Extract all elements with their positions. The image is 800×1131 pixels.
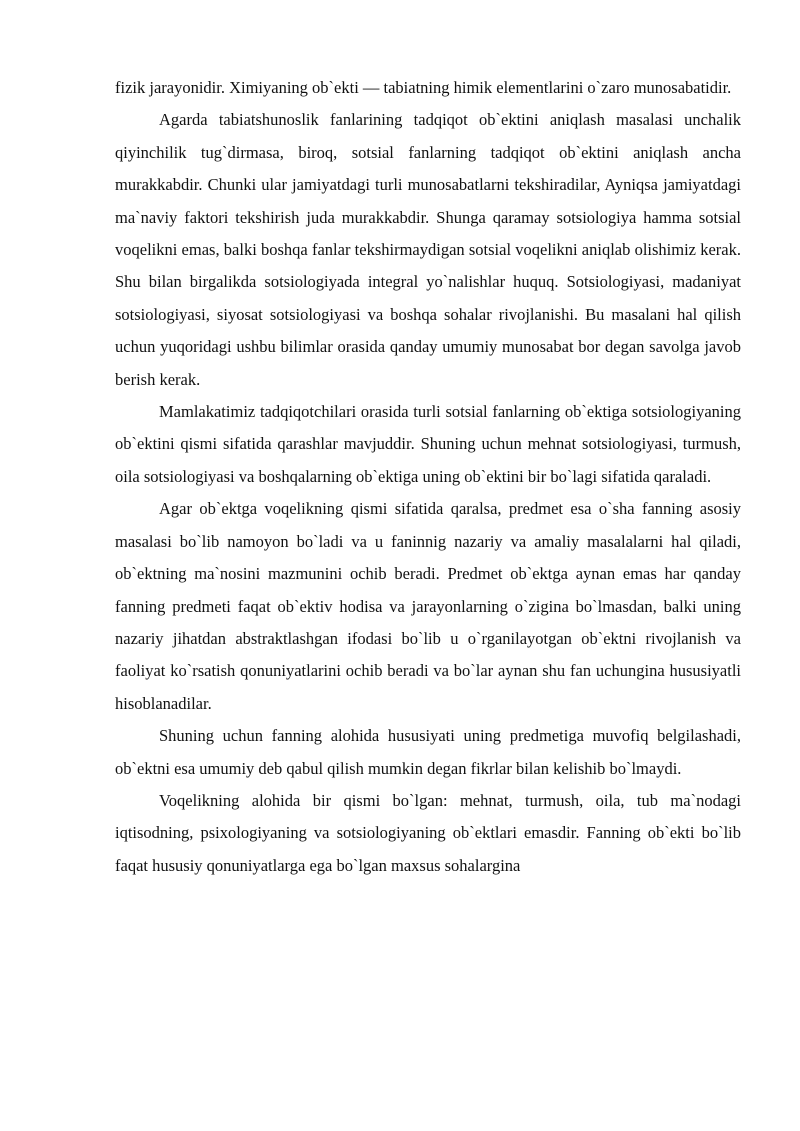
paragraph-3: Mamlakatimiz tadqiqotchilari orasida turli sotsial fanlarning ob`ektiga sotsiologiyaning ob`ektini qismi sifatida qarashlar mavjuddir. Shuning uchun mehnat sotsiologiyasi, turmush, oila sotsiologiyasi va boshqalarning ob`ektiga uning ob`ektini bir bo`lagi sifatida qaraladi.: [115, 402, 741, 486]
paragraph-1: fizik jarayonidir. Ximiyaning ob`ekti — tabiatning himik elementlarini o`zaro munosabatidir.: [115, 78, 732, 97]
paragraph-5: Shuning uchun fanning alohida hususiyati uning predmetiga muvofiq belgilashadi, ob`ektni esa umumiy deb qabul qilish mumkin degan fikrlar bilan kelishib bo`lmaydi.: [115, 726, 741, 778]
paragraph-4: Agar ob`ektga voqelikning qismi sifatida qaralsa, predmet esa o`sha fanning asosiy masalasi bo`lib namoyon bo`ladi va u faninnig nazariy va amaliy masalalarni hal qiladi, ob`ektning ma`nosini mazmunini ochib beradi. Predmet ob`ektga aynan emas har qanday fanning predmeti faqat ob`ektiv hodisa va jarayonlarning o`zigina bo`lmasdan, balki uning nazariy jihatdan abstraktlashgan ifodasi bo`lib u o`rganilayotgan ob`ektni rivojlanish va faoliyat ko`rsatish qonuniyatlarini ochib beradi va bo`lar aynan shu fan uchungina hususiyatli hisoblanadilar.: [115, 499, 741, 713]
paragraph-2: Agarda tabiatshunoslik fanlarining tadqiqot ob`ektini aniqlash masalasi unchalik qiyinchilik tug`dirmasa, biroq, sotsial fanlarning tadqiqot ob`ektini aniqlash ancha murakkabdir. Chunki ular jamiyatdagi turli munosabatlarni tekshiradilar, Ayniqsa jamiyatdagi ma`naviy faktori tekshirish juda murakkabdir. Shunga qaramay sotsiologiya hamma sotsial voqelikni emas, balki boshqa fanlar tekshirmaydigan sotsial voqelikni aniqlab olishimiz kerak. Shu bilan birgalikda sotsiologiyada integral yo`nalishlar huquq. Sotsiologiyasi, madaniyat sotsiologiyasi, siyosat sotsiologiyasi va boshqa sohalar rivojlanishi. Bu masalani hal qilish uchun yuqoridagi ushbu bilimlar orasida qanday umumiy munosabat bor degan savolga javob berish kerak.: [115, 110, 741, 389]
paragraph-6: Voqelikning alohida bir qismi bo`lgan: mehnat, turmush, oila, tub ma`nodagi iqtisodning, psixologiyaning va sotsiologiyaning ob`ektlari emasdir. Fanning ob`ekti bo`lib faqat hususiy qonuniyatlarga ega bo`lgan maxsus sohalargina: [115, 790, 741, 875]
document-page: [115, 72, 741, 882]
